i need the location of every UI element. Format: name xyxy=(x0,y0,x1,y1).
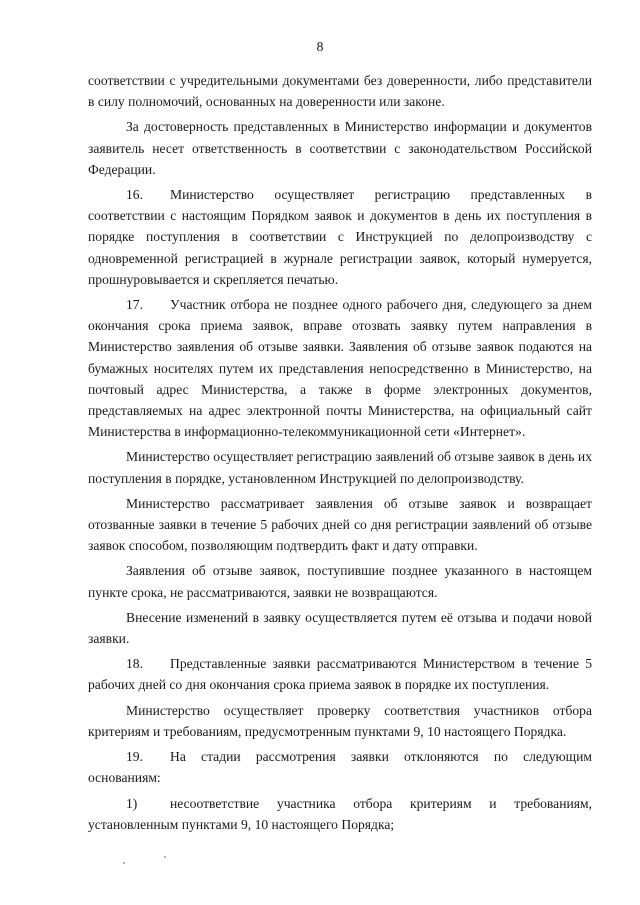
paragraph-18-check: Министерство осуществляет проверку соответствия участников отбора критериям и требованиям, предусмотренным пунктами 9, 10 настоящего Порядка. xyxy=(88,702,592,739)
scan-speck xyxy=(164,856,166,858)
paragraph-18-text: Представленные заявки рассматриваются Министерством в течение 5 рабочих дней со дня окончания срока приема заявок в порядке их поступления. xyxy=(88,656,592,693)
document-body xyxy=(88,70,592,835)
page-number: 8 xyxy=(316,40,324,55)
paragraph-19-item-1 xyxy=(88,793,592,835)
paragraph-17-changes: Внесение изменений в заявку осуществляется путем её отзыва и подачи новой заявки. xyxy=(88,609,592,647)
paragraph-16-number: 16. xyxy=(126,187,143,203)
paragraph-continuation: соответствии с учредительными документами без доверенности, либо представители в силу полномочий, основанных на доверенности или законе. xyxy=(88,73,592,110)
paragraph-19 xyxy=(88,746,592,788)
scan-speck xyxy=(123,862,125,864)
paragraph-19-item-1-text: несоответствие участника отбора критериям и требованиям, установленным пунктами 9, 10 настоящего Порядка; xyxy=(88,795,592,832)
paragraph-19-number: 19. xyxy=(126,749,143,765)
paragraph-17-late: Заявления об отзыве заявок, поступившие позднее указанного в настоящем пункте срока, не рассматриваются, заявки не возвращаются. xyxy=(88,563,592,600)
paragraph-19-item-1-number: 1) xyxy=(126,795,138,811)
paragraph-17 xyxy=(88,294,592,442)
paragraph-17-review: Министерство рассматривает заявления об отзыве заявок и возвращает отозванные заявки в течение 5 рабочих дней со дня регистрации заявлений об отзыве заявок способом, позволяющим подтвердить факт и дату отправки. xyxy=(88,495,592,554)
paragraph-16-text: Министерство осуществляет регистрацию представленных в соответствии с настоящим Порядком заявок и документов в день их поступления в порядке поступления в соответствии с Инструкцией по делопроизводству с одновременной регистрацией в журнале регистрации заявок, который нумеруется, прошнуровывается и скрепляется печатью. xyxy=(88,187,592,287)
paragraph-responsibility: За достоверность представленных в Министерство информации и документов заявитель несет ответственность в соответствии с законодательством Российской Федерации. xyxy=(88,119,592,177)
paragraph-16 xyxy=(88,184,592,290)
paragraph-18-number: 18. xyxy=(126,656,143,672)
paragraph-18 xyxy=(88,653,592,695)
paragraph-17-number: 17. xyxy=(126,297,143,313)
paragraph-17-registration: Министерство осуществляет регистрацию заявлений об отзыве заявок в день их поступления в порядке, установленном Инструкцией по делопроизводству. xyxy=(88,449,592,486)
paragraph-17-text: Участник отбора не позднее одного рабочего дня, следующего за днем окончания срока приема заявок, вправе отозвать заявку путем направления в Министерство заявления об отзыве заявки. Заявления об отзыве заявок подаются на бумажных носителях путем их представления непосредственно в Министерство, на почтовый адрес Министерства, а также в форме электронных документов, представляемых на адрес электронной почты Министерства, на официальный сайт Министерства в информационно-телекоммуникационной сети «Интернет». xyxy=(88,297,592,440)
paragraph-19-text: На стадии рассмотрения заявки отклоняются по следующим основаниям: xyxy=(88,749,592,786)
